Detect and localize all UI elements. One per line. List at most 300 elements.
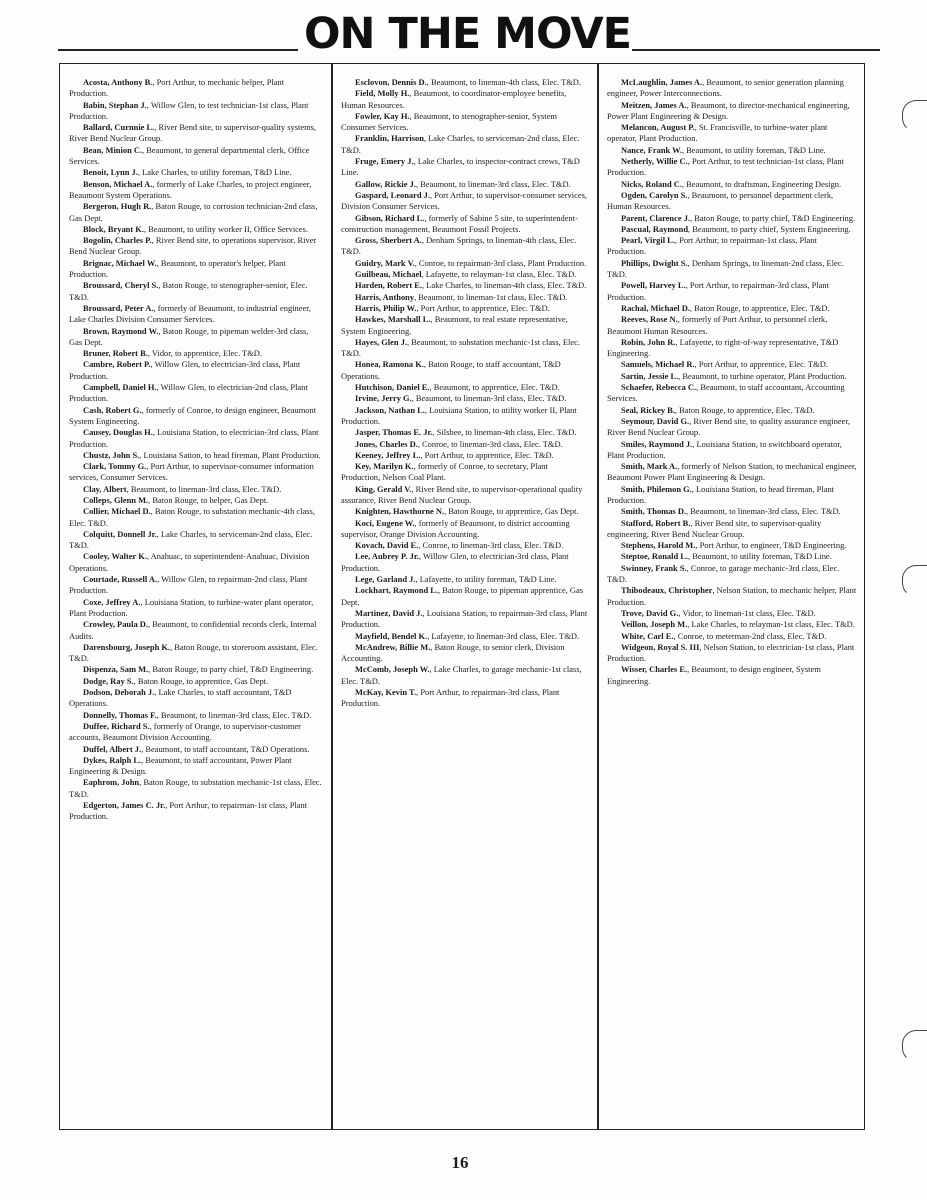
personnel-entry [341, 359, 589, 382]
move-details: , Beaumont, to party chief, System Engineering. [688, 223, 851, 234]
personnel-entry [341, 687, 589, 710]
move-details: , Beaumont, to lineman-3rd class, Elec. T&D. [126, 483, 282, 494]
personnel-entry [341, 518, 589, 541]
personnel-entry [607, 303, 857, 314]
move-details: , Conroe, to meterman-2nd class, Elec. T&D. [673, 630, 827, 641]
personnel-entry [69, 224, 322, 235]
personnel-entry [69, 597, 322, 620]
employee-name: Collier, Michael D. [83, 506, 151, 517]
move-details: , Beaumont, to staff accountant, T&D Operations. [141, 743, 310, 754]
move-details: , Beaumont, to lineman-3rd class, Elec. T&D. [411, 393, 567, 404]
personnel-entry [607, 619, 857, 630]
move-details: , formerly of Conroe, to design engineer, Beaumont System Engineering. [69, 404, 317, 426]
personnel-entry [607, 484, 857, 507]
personnel-entry [69, 642, 322, 665]
employee-name: Melancon, August P. [621, 122, 695, 133]
move-details: , formerly of Beaumont, to industrial engineer, Lake Charles Division Consumer Services. [69, 302, 311, 325]
personnel-entry [341, 608, 589, 631]
employee-name: White, Carl E. [621, 630, 674, 641]
personnel-entry [69, 506, 322, 529]
move-details: , Beaumont, to apprentice, Elec. T&D. [429, 382, 560, 393]
move-details: , Baton Rouge, to helper, Gas Dept. [148, 494, 269, 505]
move-details: , Lake Charles, to utility foreman, T&D Line. [137, 167, 292, 178]
employee-name: Dykes, Ralph L. [83, 754, 142, 765]
employee-name: Keeney, Jeffrey L. [355, 449, 421, 460]
employee-name: Nance, Frank W. [621, 144, 682, 155]
move-details: , Beaumont, to real estate representative, System Engineering. [341, 314, 568, 336]
personnel-entry [341, 314, 589, 337]
personnel-entry [69, 450, 322, 461]
move-details: , Willow Glen, to electrician-2nd class, Plant Production. [69, 382, 308, 404]
move-details: , Beaumont, to coordinator-employee benefits, Human Resources. [341, 88, 567, 110]
move-details: , Louisiana Sation, to head fireman, Plant Production. [139, 449, 321, 460]
personnel-entry [341, 631, 589, 642]
personnel-entry [607, 540, 857, 551]
personnel-entry [69, 461, 322, 484]
personnel-entry [69, 100, 322, 123]
personnel-entry [69, 145, 322, 168]
move-details: , Baton Rouge, to senior clerk, Division Accounting. [341, 641, 565, 664]
personnel-entry [69, 676, 322, 687]
move-details: , Baton Rouge, to apprentice, Gas Dept. [133, 675, 269, 686]
personnel-entry [69, 427, 322, 450]
move-details: , Denham Springs, to lineman-4th class, Elec. T&D. [341, 235, 577, 257]
personnel-entry [69, 280, 322, 303]
column-2 [341, 77, 589, 710]
move-details: , Anahuac, to superintendent-Anahuac, Division Operations. [69, 551, 310, 573]
personnel-entry [341, 258, 589, 269]
move-details: , Beaumont, to utility worker II, Office Services. [143, 223, 309, 234]
move-details: , Port Arthur, to apprentice, Elec. T&D. [694, 359, 828, 370]
employee-name: Cash, Robert G. [83, 404, 142, 415]
personnel-entry [607, 122, 857, 145]
personnel-entry [341, 337, 589, 360]
employee-name: Wisser, Charles E. [621, 664, 688, 675]
personnel-entry [69, 167, 322, 178]
move-details: , River Bend site, to supervisor-operational quality assurance, River Bend Nuclear Group. [341, 483, 583, 505]
employee-name: Fruge, Emery J. [355, 156, 414, 167]
personnel-entry [607, 608, 857, 619]
move-details: , Baton Rouge, to substation mechanic-1st class, Elec. T&D. [69, 777, 322, 799]
personnel-entry [69, 777, 322, 800]
move-details: , Beaumont, to utility foreman, T&D Line. [688, 551, 832, 562]
move-details: , Beaumont, to staff accountant, Power Plant Engineering & Design. [69, 754, 292, 777]
personnel-entry [341, 664, 589, 687]
move-details: , Lafayette, to relayman-1st class, Elec. T&D. [421, 269, 577, 280]
personnel-entry [69, 574, 322, 597]
personnel-entry [69, 721, 322, 744]
personnel-entry [341, 585, 589, 608]
page-number: 16 [451, 1153, 469, 1172]
move-details: , Beaumont, to lineman-4th class, Elec. T&D. [426, 77, 581, 87]
employee-name: Powell, Harvey L. [621, 280, 686, 291]
move-details: , Beaumont, to personnel department clerk, Human Resources. [607, 189, 834, 212]
personnel-entry [69, 201, 322, 224]
employee-name: Ogden, Carolyn S. [621, 189, 688, 200]
employee-name: Edgerton, James C. Jr. [83, 800, 166, 810]
employee-name: Babin, Stephan J. [83, 99, 147, 110]
move-details: , Louisiana Station, to switchboard operator, Plant Production. [607, 438, 842, 460]
personnel-entry [607, 190, 857, 213]
employee-name: Gaspard, Leonard J. [355, 189, 431, 200]
personnel-entry [69, 529, 322, 552]
move-details: , Beaumont, to director-mechanical engineering, Power Plant Engineering & Design. [607, 99, 850, 121]
personnel-entry [69, 348, 322, 359]
move-details: , Beaumont, to general departmental clerk, Office Services. [69, 144, 310, 167]
employee-name: Esclovon, Dennis D. [355, 77, 427, 87]
employee-name: Lege, Garland J. [355, 574, 416, 585]
personnel-entry [341, 292, 589, 303]
move-details: , Beaumont, to confidential records clerk, Internal Audits. [69, 619, 317, 641]
move-details: , Baton Rouge, to substation mechanic-4th class, Elec. T&D. [69, 506, 315, 528]
personnel-entry [607, 224, 857, 235]
employee-name: Guilbeau, Michael [355, 269, 422, 280]
personnel-entry [607, 585, 857, 608]
move-details: , Port Arthur, to repairman-1st class, Plant Production. [607, 235, 817, 257]
employee-name: Stephens, Harold M. [621, 540, 696, 551]
employee-name: Chustz, John S. [83, 449, 140, 460]
employee-name: Acosta, Anthony B. [83, 77, 153, 87]
employee-name: Gallow, Rickie J. [355, 178, 416, 189]
column-divider [597, 63, 599, 1130]
move-details: , Beaumont, to stenographer-senior, System Consumer Services. [341, 110, 557, 133]
move-details: , Nelson Station, to electrician-1st class, Plant Production. [607, 641, 855, 664]
employee-name: Smith, Mark A. [621, 461, 678, 472]
move-details: , Baton Rouge, to corrosion technician-2nd class, Gas Dept. [69, 201, 318, 223]
move-details: , formerly of Port Arthur, to personnel clerk, Beaumont Human Resources. [607, 314, 828, 336]
move-details: , Beaumont, to lineman-1st class, Elec. T&D. [414, 291, 568, 302]
personnel-entry [69, 551, 322, 574]
move-details: , Baton Rouge, to apprentice, Elec. T&D. [674, 404, 815, 415]
move-details: , Beaumont, to operator's helper, Plant Production. [69, 257, 286, 280]
move-details: , Beaumont, to design engineer, System Engineering. [607, 664, 821, 686]
employee-name: Stafford, Robert B. [621, 517, 691, 528]
move-details: , Lake Charles, to relayman-1st class, Elec. T&D. [687, 619, 855, 630]
employee-name: Ballard, Curnnie L. [83, 122, 155, 133]
personnel-entry [607, 179, 857, 190]
personnel-entry [341, 88, 589, 111]
move-details: , Lake Charles, to lineman-4th class, Elec. T&D. [422, 280, 587, 291]
employee-name: Hayes, Glen J. [355, 336, 408, 347]
employee-name: Field, Molly H. [355, 88, 410, 99]
personnel-entry [341, 393, 589, 404]
personnel-entry [607, 359, 857, 370]
move-details: , Baton Rouge, to apprentice, Gas Dept. [444, 506, 579, 517]
move-details: , Port Arthur, to test technician-1st class, Plant Production. [607, 156, 844, 178]
move-details: , Port Arthur, to supervisor-consumer services, Division Consumer Services. [341, 189, 587, 212]
move-details: , Silsbee, to lineman-4th class, Elec. T&D. [432, 427, 577, 438]
personnel-entry [69, 495, 322, 506]
move-details: , Louisiana Station, to head fireman, Plant Production. [607, 483, 835, 505]
employee-name: Seymour, David G. [621, 415, 690, 426]
employee-name: Causey, Douglas H. [83, 427, 153, 438]
personnel-entry [69, 179, 322, 202]
personnel-entry [607, 258, 857, 281]
personnel-entry [69, 484, 322, 495]
employee-name: Fowler, Kay H. [355, 110, 410, 121]
personnel-entry [607, 280, 857, 303]
personnel-entry [341, 574, 589, 585]
employee-name: Pascual, Raymond [621, 223, 689, 234]
employee-name: Benson, Michael A. [83, 178, 153, 189]
employee-name: Schaefer, Rebecca C. [621, 382, 697, 393]
employee-name: Trove, David G. [621, 607, 679, 618]
personnel-entry [607, 551, 857, 562]
personnel-entry [607, 416, 857, 439]
employee-name: Mayfield, Bendel K. [355, 630, 428, 641]
employee-name: Swinney, Frank S. [621, 562, 687, 573]
employee-name: McAndrew, Billie M. [355, 641, 431, 652]
move-details: , Louisiana Station, to utility worker II, Plant Production. [341, 404, 577, 426]
move-details: , Port Arthur, to mechanic helper, Plant Production. [69, 77, 285, 99]
binder-hole-mark [902, 100, 927, 132]
personnel-entry [341, 382, 589, 393]
personnel-entry [69, 687, 322, 710]
move-details: , Lafayette, to lineman-3rd class, Elec. T&D. [427, 630, 580, 641]
move-details: , Port Arthur, to apprentice, Elec. T&D. [420, 449, 554, 460]
page-title: ON THE MOVE [303, 9, 632, 59]
personnel-entry [341, 156, 589, 179]
employee-name: Darensbourg, Joseph K. [83, 641, 171, 652]
move-details: , Lake Charles, to serviceman-2nd class, Elec. T&D. [341, 133, 580, 155]
employee-name: McComb, Joseph W. [355, 664, 430, 675]
employee-name: Parent, Clarence J. [621, 212, 691, 223]
employee-name: Martinez, David J. [355, 607, 423, 618]
employee-name: Cambre, Robert P. [83, 359, 151, 370]
personnel-entry [341, 77, 589, 88]
column-3 [607, 77, 857, 687]
move-details: , Lafayette, to right-of-way representative, T&D Engineering. [607, 336, 839, 359]
personnel-entry [607, 518, 857, 541]
move-details: , formerly of Conroe, to secretary, Plant Production, Nelson Coal Plant. [341, 461, 548, 483]
employee-name: Duffel, Albert J. [83, 743, 142, 754]
employee-name: Kovach, David E. [355, 540, 419, 551]
personnel-entry [341, 303, 589, 314]
employee-name: Brignac, Michael W. [83, 257, 157, 268]
move-details: , Baton Rouge, to party chief, T&D Engineering. [690, 212, 856, 223]
personnel-entry [69, 326, 322, 349]
move-details: , formerly of Sabine 5 site, to superintendent-construction management, Beaumont Fossil Projects. [341, 212, 578, 234]
move-details: , River Bend site, to supervisor-quality systems, River Bend Nuclear Group. [69, 122, 317, 144]
personnel-entry [607, 235, 857, 258]
employee-name: Bergeron, Hugh R. [83, 201, 152, 212]
employee-name: Clay, Albert [83, 483, 127, 494]
employee-name: Samuels, Michael R. [621, 359, 695, 370]
employee-name: King, Gerald V. [355, 483, 412, 494]
move-details: , Nelson Station, to mechanic helper, Plant Production. [607, 585, 857, 607]
employee-name: Reeves, Rose N. [621, 314, 678, 325]
employee-name: Broussard, Peter A. [83, 302, 154, 313]
personnel-entry [69, 382, 322, 405]
move-details: , River Bend site, to operations supervisor, River Bend Nuclear Group. [69, 235, 317, 257]
personnel-entry [607, 631, 857, 642]
personnel-entry [341, 280, 589, 291]
employee-name: Dispenza, Sam M. [83, 664, 149, 675]
employee-name: Widgeon, Royal S. III [621, 641, 700, 652]
move-details: , Beaumont, to draftsman, Engineering Design. [681, 178, 842, 189]
personnel-entry [607, 563, 857, 586]
employee-name: Eaphrom, John [83, 777, 140, 788]
employee-name: Colleps, Glenn M. [83, 494, 149, 505]
move-details: , Baton Rouge, to apprentice, Elec. T&D. [689, 302, 830, 313]
move-details: , Port Arthur, to engineer, T&D Engineering. [695, 540, 847, 551]
personnel-entry [607, 642, 857, 665]
move-details: , Baton Rouge, to staff accountant, T&D Operations. [341, 359, 561, 381]
employee-name: Meitzen, James A. [621, 99, 687, 110]
employee-name: Broussard, Cheryl S. [83, 280, 159, 291]
employee-name: Colquitt, Donnell Jr. [83, 528, 157, 539]
employee-name: Lockhart, Raymond L. [355, 585, 438, 596]
personnel-entry [341, 540, 589, 551]
move-details: , Louisiana Station, to turbine-water plant operator, Plant Production. [69, 596, 314, 618]
employee-name: Jackson, Nathan L. [355, 404, 425, 415]
employee-name: Duffee, Richard S. [83, 720, 150, 731]
personnel-entry [69, 755, 322, 778]
move-details: , River Bend site, to quality assurance engineer, River Bend Nuclear Group. [607, 415, 851, 438]
personnel-entry [607, 664, 857, 687]
move-details: , Port Arthur, to supervisor-consumer information services, Consumer Services. [69, 461, 314, 483]
employee-name: Irvine, Jerry G. [355, 393, 412, 404]
employee-name: Bogolin, Charles P. [83, 235, 152, 246]
personnel-entry [341, 133, 589, 156]
personnel-entry [607, 439, 857, 462]
employee-name: Bean, Minion C. [83, 144, 143, 155]
personnel-entry [607, 382, 857, 405]
employee-name: Harden, Robert E. [355, 280, 423, 291]
move-details: , Baton Rouge, to party chief, T&D Engineering. [148, 664, 314, 675]
move-details: , Lafayette, to utility foreman, T&D Line. [415, 574, 557, 585]
personnel-entry [69, 122, 322, 145]
move-details: , Beaumont, to lineman-3rd class, Elec. T&D. [156, 709, 312, 720]
move-details: , River Bend site, to supervisor-quality engineering, River Bend Nuclear Group. [607, 517, 822, 539]
employee-name: Smith, Philemon G. [621, 483, 692, 494]
employee-name: Knighten, Hawthorne N. [355, 506, 445, 517]
move-details: , Beaumont, to turbine operator, Plant Production. [678, 370, 847, 381]
employee-name: Smiles, Raymond J. [621, 438, 693, 449]
move-details: , Conroe, to garage mechanic-3rd class, Elec. T&D. [607, 562, 840, 585]
personnel-entry [341, 484, 589, 507]
personnel-entry [69, 405, 322, 428]
employee-name: Brown, Raymond W. [83, 325, 159, 336]
employee-name: McLaughlin, James A. [621, 77, 703, 87]
employee-name: Block, Bryant K. [83, 223, 144, 234]
personnel-entry [69, 619, 322, 642]
employee-name: Lee, Aubrey P. Jr. [355, 551, 419, 562]
employee-name: Veillon, Joseph M. [621, 619, 688, 630]
move-details: , Denham Springs, to lineman-2nd class, Elec. T&D. [607, 257, 844, 280]
personnel-entry [341, 551, 589, 574]
move-details: , Baton Rouge, to pipeman apprentice, Gas Dept. [341, 585, 584, 607]
move-details: , Port Arthur, to repairman-1st class, Plant Production. [69, 800, 308, 822]
move-details: , Conroe, to lineman-3rd class, Elec. T&D. [417, 438, 563, 449]
employee-name: Hawkes, Marshall L. [355, 314, 431, 325]
move-details: , Port Arthur, to repairman-3rd class, Plant Production. [607, 280, 829, 302]
move-details: , Baton Rouge, to storeroom assistant, Elec. T&D. [69, 641, 318, 664]
employee-name: Franklin, Harrison [355, 133, 424, 144]
move-details: , Lake Charles, to serviceman-2nd class, Elec. T&D. [69, 528, 313, 551]
move-details: , Port Arthur, to apprentice, Elec. T&D. [416, 302, 550, 313]
employee-name: Crowley, Paula D. [83, 619, 148, 630]
move-details: , Beaumont, to utility foreman, T&D Line. [681, 144, 826, 155]
binder-hole-mark [902, 565, 927, 597]
personnel-entry [69, 77, 322, 100]
employee-name: Gross, Sherbert A. [355, 235, 422, 246]
employee-name: Smith, Thomas D. [621, 506, 687, 517]
personnel-entry [607, 145, 857, 156]
move-details: , Port Arthur, to repairman-3rd class, Plant Production. [341, 687, 560, 709]
move-details: , Conroe, to repairman-3rd class, Plant Production. [414, 257, 587, 268]
personnel-entry [341, 269, 589, 280]
title-rule-left [58, 49, 298, 51]
employee-name: Harris, Philip W. [355, 302, 417, 313]
personnel-entry [341, 439, 589, 450]
personnel-entry [607, 461, 857, 484]
employee-name: Cooley, Walter K. [83, 551, 147, 562]
personnel-entry [607, 405, 857, 416]
personnel-entry [607, 506, 857, 517]
employee-name: Dodge, Ray S. [83, 675, 134, 686]
employee-name: Bruner, Robert B. [83, 348, 148, 359]
employee-name: Jasper, Thomas E. Jr. [355, 427, 433, 438]
personnel-entry [607, 337, 857, 360]
move-details: , St. Francisville, to turbine-water plant operator, Plant Production. [607, 122, 828, 144]
employee-name: Koci, Eugene W. [355, 517, 415, 528]
employee-name: Harris, Anthony [355, 291, 415, 302]
move-details: , Beaumont, to senior generation planning engineer, Power Interconnections. [607, 77, 844, 99]
move-details: , formerly of Orange, to supervisor-customer accounts, Beaumont Division Accounting. [69, 720, 301, 743]
move-details: , Willow Glen, to test technician-1st class, Plant Production. [69, 99, 309, 121]
column-divider [331, 63, 333, 1130]
personnel-entry [341, 111, 589, 134]
binder-hole-mark [902, 1030, 927, 1062]
employee-name: Seal, Rickey B. [621, 404, 675, 415]
personnel-entry [341, 506, 589, 517]
employee-name: Courtade, Russell A. [83, 574, 158, 585]
personnel-entry [341, 190, 589, 213]
move-details: , Beaumont, to substation mechanic-1st class, Elec. T&D. [341, 336, 580, 359]
employee-name: Pearl, Virgil L. [621, 235, 675, 246]
move-details: , Beaumont, to lineman-3rd class, Elec. T&D. [686, 506, 841, 517]
personnel-entry [341, 405, 589, 428]
move-details: , Beaumont, to staff accountant, Accounting Services. [607, 382, 845, 404]
employee-name: Coxe, Jeffrey A. [83, 596, 141, 607]
move-details: , Lake Charles, to garage mechanic-1st class, Elec. T&D. [341, 664, 582, 686]
personnel-entry [341, 235, 589, 258]
personnel-entry [607, 156, 857, 179]
personnel-entry [69, 744, 322, 755]
move-details: , Lake Charles, to staff accountant, T&D Operations. [69, 687, 292, 709]
employee-name: Dodson, Deborah J. [83, 687, 155, 698]
personnel-entry [607, 100, 857, 123]
employee-name: McKay, Kevin T. [355, 687, 417, 698]
move-details: , Willow Glen, to electrician-3rd class, Plant Production. [341, 551, 569, 573]
personnel-entry [607, 77, 857, 100]
personnel-entry [341, 450, 589, 461]
employee-name: Steptoe, Ronald L. [621, 551, 689, 562]
personnel-entry [69, 359, 322, 382]
employee-name: Sartin, Jessie L. [621, 370, 679, 381]
personnel-entry [341, 213, 589, 236]
move-details: , Louisiana Station, to electrician-3rd class, Plant Production. [69, 427, 319, 449]
personnel-entry [341, 427, 589, 438]
personnel-entry [607, 213, 857, 224]
employee-name: Hutchison, Daniel E. [355, 382, 430, 393]
employee-name: Robin, John R. [621, 336, 676, 347]
employee-name: Rachal, Michael D. [621, 302, 690, 313]
move-details: , formerly of Beaumont, to district accounting supervisor, Orange Division Accounting. [341, 517, 570, 539]
move-details: , Vidor, to lineman-1st class, Elec. T&D. [678, 607, 816, 618]
employee-name: Honea, Ramona K. [355, 359, 424, 370]
